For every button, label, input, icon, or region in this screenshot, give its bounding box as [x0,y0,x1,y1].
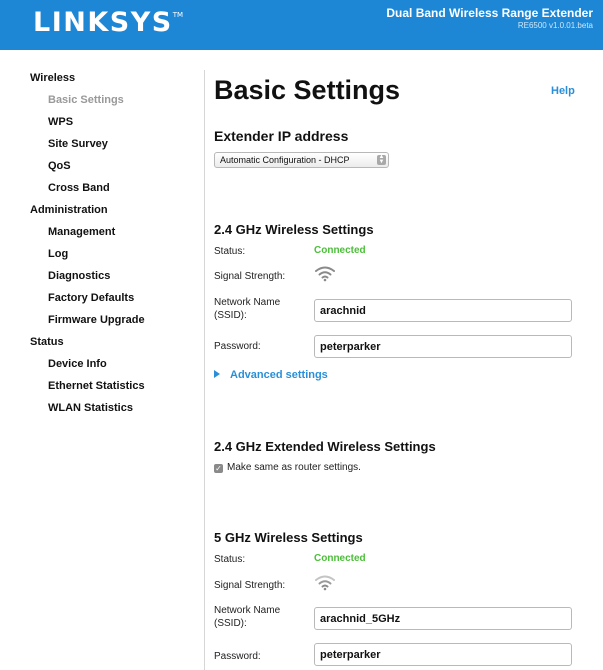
wifi-signal-icon [314,266,336,282]
sidebar-item-wlan-statistics[interactable]: WLAN Statistics [48,402,133,414]
checkmark-icon: ✓ [215,464,222,473]
ssid-5-input[interactable] [314,607,572,630]
password-5-input[interactable] [314,643,572,666]
sidebar-group-administration[interactable]: Administration [30,204,108,216]
sidebar-item-device-info[interactable]: Device Info [48,358,107,370]
wireless-5-title: 5 GHz Wireless Settings [214,530,363,545]
sidebar-item-firmware-upgrade[interactable]: Firmware Upgrade [48,314,145,326]
expand-triangle-icon [214,370,220,378]
product-title: Dual Band Wireless Range Extender [386,6,593,20]
wireless-5-status-label: Status: [214,554,246,565]
sidebar-divider [204,70,205,670]
sidebar-item-qos[interactable]: QoS [48,160,71,172]
sidebar-nav [0,50,200,670]
extended-24-title: 2.4 GHz Extended Wireless Settings [214,439,436,454]
wifi-signal-icon [314,575,336,591]
help-link[interactable]: Help [551,85,575,97]
wireless-24-title: 2.4 GHz Wireless Settings [214,222,374,237]
sidebar-item-cross-band[interactable]: Cross Band [48,182,110,194]
sidebar-group-wireless[interactable]: Wireless [30,72,76,84]
ip-config-selected-value: Automatic Configuration - DHCP [220,155,350,165]
sidebar-item-log[interactable]: Log [48,248,69,260]
wireless-24-password-label: Password: [214,341,261,352]
wireless-24-ssid-label: Network Name (SSID): [214,297,281,321]
sidebar-item-wps[interactable]: WPS [48,116,74,128]
wireless-5-status-value: Connected [314,553,366,564]
main-content [214,50,603,670]
sidebar-item-site-survey[interactable]: Site Survey [48,138,108,150]
sidebar-item-basic-settings[interactable]: Basic Settings [48,94,124,106]
top-header [0,0,603,50]
sidebar-group-status[interactable]: Status [30,336,64,348]
wireless-5-password-label: Password: [214,651,261,662]
advanced-settings-link[interactable]: Advanced settings [214,369,328,381]
wireless-5-ssid-label: Network Name (SSID): [214,605,281,629]
select-updown-icon: ▲ ▼ [378,154,385,165]
wireless-24-signal-label: Signal Strength: [214,271,286,282]
password-24-input[interactable] [314,335,572,358]
ip-config-select[interactable] [214,152,389,168]
page-title: Basic Settings [214,75,401,105]
sidebar-item-ethernet-statistics[interactable]: Ethernet Statistics [48,380,145,392]
ssid-24-input[interactable] [314,299,572,322]
sidebar-item-diagnostics[interactable]: Diagnostics [48,270,111,282]
extender-ip-title: Extender IP address [214,128,349,144]
same-as-router-checkbox[interactable]: ✓ Make same as router settings. [215,462,361,473]
wireless-24-status-value: Connected [314,245,366,256]
sidebar-item-factory-defaults[interactable]: Factory Defaults [48,292,135,304]
product-version: RE6500 v1.0.01.beta [517,21,593,30]
linksys-logo: LINKSYS™ [33,7,184,38]
wireless-24-status-label: Status: [214,246,246,257]
sidebar-item-management[interactable]: Management [48,226,116,238]
wireless-5-signal-label: Signal Strength: [214,580,286,591]
